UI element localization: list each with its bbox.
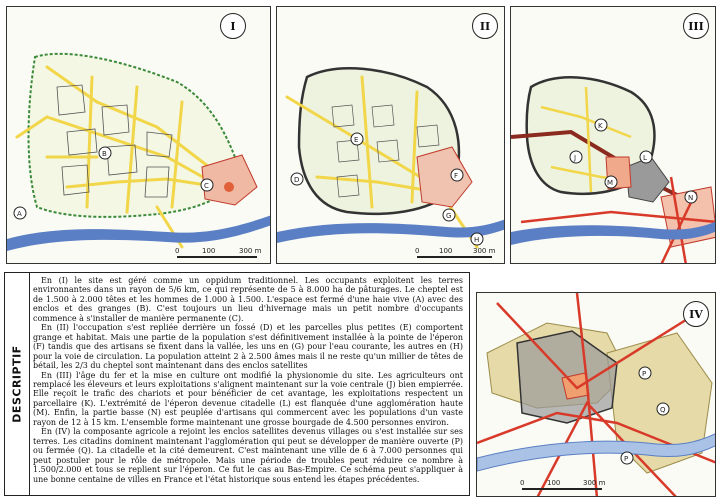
marker-f: F (454, 172, 459, 180)
spur-settlement-f (417, 147, 472, 207)
map-panel-3 (510, 6, 716, 264)
marker-j: J (574, 154, 577, 162)
marker-h: H (474, 236, 480, 244)
scale-zero: 0 (415, 247, 420, 255)
scale-zero: 0 (520, 479, 525, 487)
panel-numeral-1: I (220, 13, 246, 39)
marker-p-upper: P (642, 370, 647, 378)
map-2-drawing (277, 7, 505, 264)
map-panel-4 (476, 292, 716, 497)
marker-l: L (643, 154, 647, 162)
marker-e: E (354, 136, 359, 144)
river (7, 215, 271, 251)
scale-zero: 0 (175, 247, 180, 255)
marker-b: B (102, 150, 107, 158)
map-panel-2 (276, 6, 505, 264)
descriptif-title: DESCRIPTIF (10, 345, 24, 423)
marker-n: N (688, 194, 694, 202)
map-4-drawing (477, 293, 716, 497)
descriptif-paragraph-3: En (III) l'âge du fer et la mise en culture ont modifié la physionomie du site. Les agriculteurs ont remplacé les éleveurs et leurs exploitations s'alignent maintenant sur la voie centrale (J) bien empierrée. Elle reçoit le trafic des chariots et pour bénéficier de cet avantage, les exploitations respectent un parcellaire (K). L'extrémité de l'éperon devenue citadelle (L) est flanquée d'une agglomération haute (M). Enfin, la partie basse (N) est peuplée d'artisans qui commercent avec les populations d'un vaste rayon de 12 à 15 km. L'ensemble forme maintenant une grosse bourgade de 4.500 personnes environ. (33, 370, 463, 427)
map-panel-1 (6, 6, 271, 264)
descriptif-tab (5, 273, 30, 495)
marker-p-lower: P (624, 455, 629, 463)
scale-mid: 100 (439, 247, 453, 255)
panel-numeral-2: II (472, 13, 498, 39)
map-1-drawing (7, 7, 271, 264)
marker-q: Q (660, 406, 666, 414)
scale-mid: 100 (202, 247, 216, 255)
marker-c: C (204, 182, 209, 190)
settlement-core-c (224, 182, 234, 192)
panel-numeral-3: III (683, 13, 709, 39)
panel-numeral-4: IV (683, 301, 709, 327)
marker-g: G (446, 212, 452, 220)
descriptif-text (33, 276, 463, 492)
scale-end: 300 m (239, 247, 262, 255)
marker-m: M (607, 179, 614, 187)
descriptif-paragraph-1: En (I) le site est géré comme un oppidum traditionnel. Les occupants exploitent les terres environnantes dans un rayon de 5/6 km, ce qui représente de 5 à 8.000 ha de pâturages. Le cheptel est de 1.500 à 2.000 têtes et les hommes de 1.000 à 1.500. L'espace est fermé d'une haie vive (A) avec des enclos et des granges (B). C'est toujours un lieu d'hivernage mais un petit nombre d'occupants commence à s'installer de manière permanente (C). (33, 276, 463, 323)
descriptif-box (4, 272, 470, 496)
marker-a: A (17, 210, 22, 218)
descriptif-paragraph-2: En (II) l'occupation s'est repliée derrière un fossé (D) et les parcelles plus petites (E) comportent grange et habitat. Mais une partie de la population s'est définitivement installée à la pointe de l'éperon (F) tandis que des artisans se fixent dans la vallée, les uns en (G) pour l'eau courante, les autres en (H) pour la voie de circulation. La population atteint 2 à 2.500 âmes mais il ne reste qu'un millier de têtes de bétail, les 2/3 du cheptel sont maintenant dans des enclos satellites (33, 323, 463, 371)
marker-k: K (598, 122, 603, 130)
scale-end: 300 m (583, 479, 606, 487)
map-3-drawing (511, 7, 716, 264)
scale-mid: 100 (547, 479, 561, 487)
scale-end: 300 m (473, 247, 496, 255)
marker-d: D (294, 176, 300, 184)
descriptif-paragraph-4: En (IV) la composante agricole a rejoint les enclos satellites devenus villages ou s'est installée sur ses terres. Les citadins dominent maintenant l'agglomération qui peut se développer de manière ouverte (P) ou fermée (Q). La citadelle et la cité demeurent. C'est maintenant une ville de 6 à 7.000 personnes qui peut postuler pour le rôle de métropole. Mais une période de troubles peut réduire ce nombre à 1.500/2.000 et tous se replient sur l'éperon. Ce fut le cas au Bas-Empire. Ce schéma peut s'appliquer à une bonne centaine de villes en France et l'état historique sous entend les étapes précédentes. (33, 427, 463, 484)
